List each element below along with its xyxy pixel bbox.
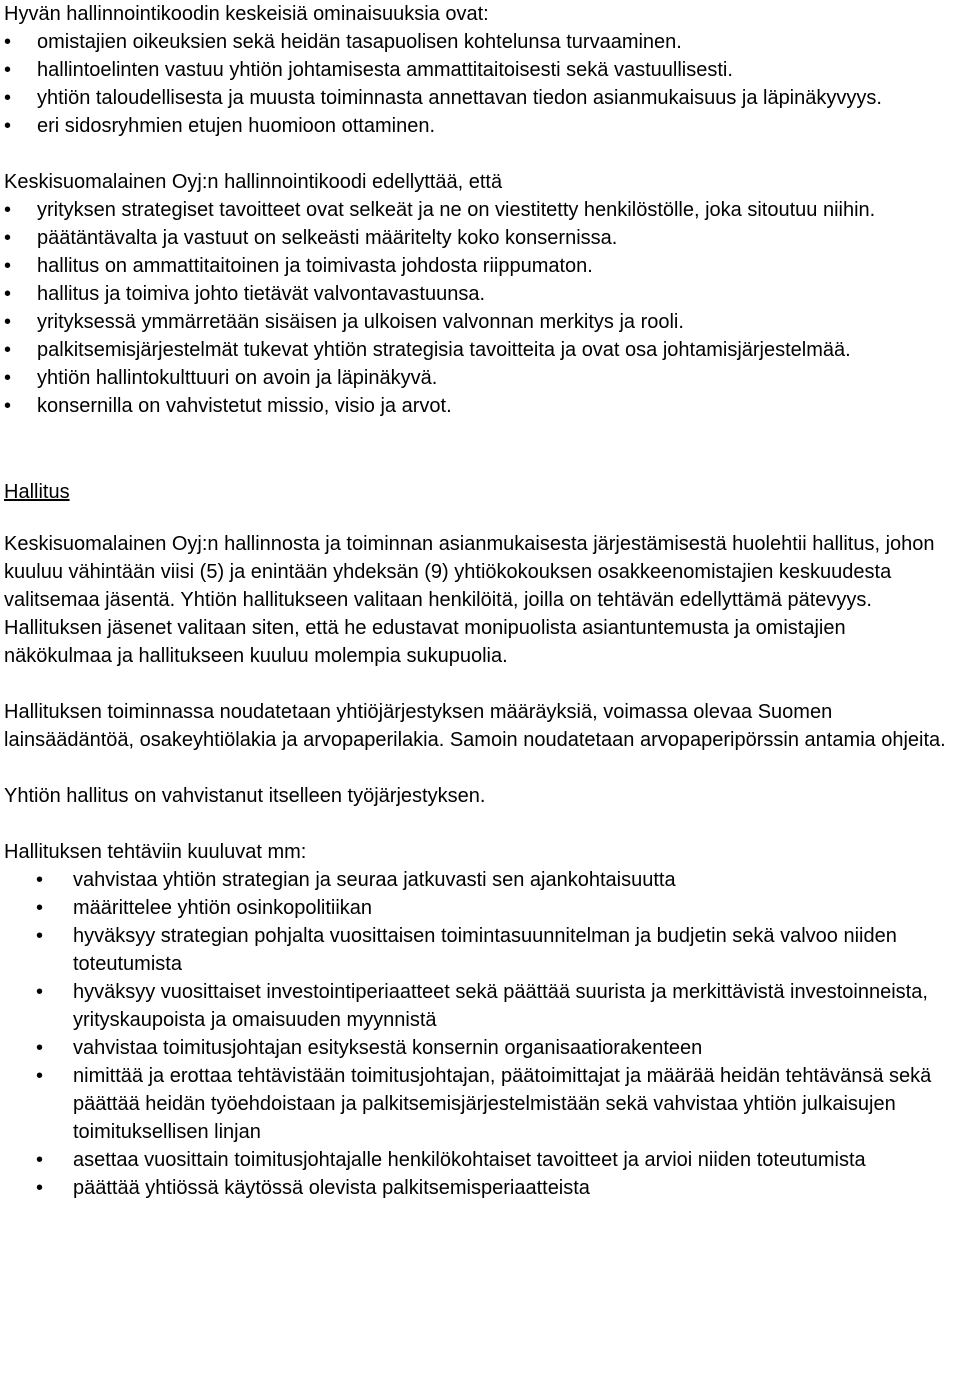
list-item: • nimittää ja erottaa tehtävistään toimitusjohtajan, päätoimittajat ja määrää heidän tehtävänsä sekä päättää heidän työehdoistaan ja palkitsemisjärjestelmistään sekä vahvistaa yhtiön julkaisujen toimituksellisen linjan	[4, 1062, 956, 1146]
list-item: • yrityksessä ymmärretään sisäisen ja ulkoisen valvonnan merkitys ja rooli.	[4, 308, 956, 336]
list-item: • yhtiön hallintokulttuuri on avoin ja läpinäkyvä.	[4, 364, 956, 392]
list-item: • hyväksyy vuosittaiset investointiperiaatteet sekä päättää suurista ja merkittävistä investoinneista, yrityskaupoista ja omaisuuden myynnistä	[4, 978, 956, 1034]
tasks-list	[4, 866, 956, 1202]
hallitus-paragraph-1: Keskisuomalainen Oyj:n hallinnosta ja toiminnan asianmukaisesta järjestämisestä huolehtii hallitus, johon kuuluu vähintään viisi (5) ja enintään yhdeksän (9) yhtiökokouksen osakkeenomistajien keskuudesta valitsemaa jäsentä. Yhtiön hallitukseen valitaan henkilöitä, joilla on tehtävän edellyttämä pätevyys. Hallituksen jäsenet valitaan siten, että he edustavat monipuolista asiantuntemusta ja omistajien näkökulmaa ja hallitukseen kuuluu molempia sukupuolia.	[4, 533, 935, 667]
list-item: • vahvistaa toimitusjohtajan esityksestä konsernin organisaatiorakenteen	[4, 1034, 956, 1062]
list-item: • konsernilla on vahvistetut missio, visio ja arvot.	[4, 392, 956, 420]
list-item: • määrittelee yhtiön osinkopolitiikan	[4, 894, 956, 922]
document-page	[4, 0, 956, 1202]
hallitus-paragraph-3: Yhtiön hallitus on vahvistanut itselleen työjärjestyksen.	[4, 785, 486, 807]
tasks-heading: Hallituksen tehtäviin kuuluvat mm:	[4, 841, 307, 863]
list-item: • palkitsemisjärjestelmät tukevat yhtiön strategisia tavoitteita ja ovat osa johtamisjärjestelmää.	[4, 336, 956, 364]
list-item: • hallitus ja toimiva johto tietävät valvontavastuunsa.	[4, 280, 956, 308]
code-heading: Keskisuomalainen Oyj:n hallinnointikoodi edellyttää, että	[4, 171, 503, 193]
list-item: • yhtiön taloudellisesta ja muusta toiminnasta annettavan tiedon asianmukaisuus ja läpinäkyvyys.	[4, 84, 956, 112]
hallitus-paragraph-2: Hallituksen toiminnassa noudatetaan yhtiöjärjestyksen määräyksiä, voimassa olevaa Suomen lainsäädäntöä, osakeyhtiölakia ja arvopaperilakia. Samoin noudatetaan arvopaperipörssin antamia ohjeita.	[4, 701, 946, 751]
list-item: • asettaa vuosittain toimitusjohtajalle henkilökohtaiset tavoitteet ja arvioi niiden toteutumista	[4, 1146, 956, 1174]
intro-heading: Hyvän hallinnointikoodin keskeisiä ominaisuuksia ovat:	[4, 3, 489, 25]
list-item: • päätäntävalta ja vastuut on selkeästi määritelty koko konsernissa.	[4, 224, 956, 252]
list-item: • eri sidosryhmien etujen huomioon ottaminen.	[4, 112, 956, 140]
intro-list	[4, 28, 956, 140]
list-item: • yrityksen strategiset tavoitteet ovat selkeät ja ne on viestitetty henkilöstölle, joka sitoutuu niihin.	[4, 196, 956, 224]
list-item: • hallitus on ammattitaitoinen ja toimivasta johdosta riippumaton.	[4, 252, 956, 280]
list-item: • hallintoelinten vastuu yhtiön johtamisesta ammattitaitoisesti sekä vastuullisesti.	[4, 56, 956, 84]
section-title-hallitus: Hallitus	[4, 481, 70, 503]
list-item: • hyväksyy strategian pohjalta vuosittaisen toimintasuunnitelman ja budjetin sekä valvoo niiden toteutumista	[4, 922, 956, 978]
code-list	[4, 196, 956, 420]
list-item: • omistajien oikeuksien sekä heidän tasapuolisen kohtelunsa turvaaminen.	[4, 28, 956, 56]
list-item: • päättää yhtiössä käytössä olevista palkitsemisperiaatteista	[4, 1174, 956, 1202]
list-item: • vahvistaa yhtiön strategian ja seuraa jatkuvasti sen ajankohtaisuutta	[4, 866, 956, 894]
